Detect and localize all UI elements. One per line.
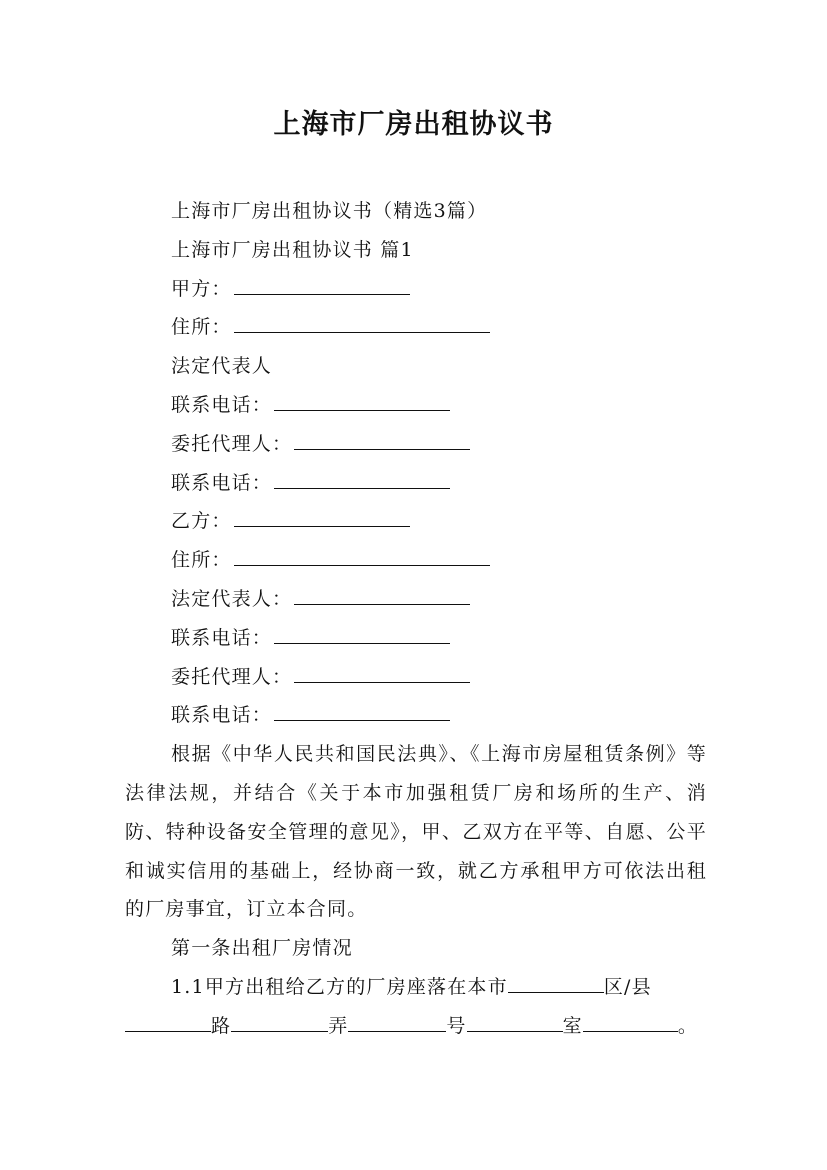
clause-1-1-line <box>125 968 707 1007</box>
address-b-blank <box>234 545 490 566</box>
phone-1-line <box>125 386 707 425</box>
address-a-label: 住所： <box>171 316 232 339</box>
party-b-blank <box>234 506 410 527</box>
phone-1-label: 联系电话： <box>171 393 273 416</box>
phone-4-label: 联系电话： <box>171 704 273 727</box>
phone-2-line <box>125 464 707 503</box>
agent-b-blank <box>294 662 470 683</box>
phone-3-line <box>125 619 707 658</box>
preamble-paragraph: 根据《中华人民共和国民法典》、《上海市房屋租赁条例》等法律法规，并结合《关于本市加强租赁厂房和场所的生产、消防、特种设备安全管理的意见》，甲、乙双方在平等、自愿、公平和诚实信用的基础上，经协商一致，就乙方承租甲方可依法出租的厂房事宜，订立本合同。 <box>125 743 707 921</box>
address-a-line <box>125 308 707 347</box>
lane-blank <box>348 1011 446 1032</box>
road-blank <box>231 1011 328 1032</box>
party-a-line <box>125 270 707 309</box>
legal-rep-a-line <box>125 347 707 386</box>
phone-3-blank <box>274 623 450 644</box>
clause-end: 。 <box>677 1014 699 1037</box>
phone-4-blank <box>274 700 450 721</box>
section-heading: 上海市厂房出租协议书 篇1 <box>171 238 414 261</box>
document-body <box>125 192 707 1046</box>
address-b-line <box>125 541 707 580</box>
party-a-label: 甲方： <box>171 277 232 300</box>
legal-rep-b-line <box>125 580 707 619</box>
agent-b-line <box>125 658 707 697</box>
district-label: 区/县 <box>603 975 652 998</box>
document-title: 上海市厂房出租协议书 <box>273 109 554 140</box>
phone-4-line <box>125 696 707 735</box>
party-b-label: 乙方： <box>171 510 232 533</box>
phone-1-blank <box>274 390 450 411</box>
city-blank <box>508 972 604 993</box>
party-b-line <box>125 502 707 541</box>
agent-b-label: 委托代理人： <box>171 665 293 688</box>
clause-1-1-address-line <box>125 1007 707 1046</box>
address-b-label: 住所： <box>171 549 232 572</box>
room-label: 室 <box>562 1014 583 1037</box>
article-1-heading: 第一条出租厂房情况 <box>171 937 353 960</box>
lane-label: 弄 <box>328 1014 349 1037</box>
party-a-blank <box>234 274 410 295</box>
number-blank <box>467 1011 563 1032</box>
agent-a-line <box>125 425 707 464</box>
phone-3-label: 联系电话： <box>171 626 273 649</box>
clause-1-1-prefix: 1.1甲方出租给乙方的厂房座落在本市 <box>171 975 508 998</box>
agent-a-label: 委托代理人： <box>171 432 293 455</box>
road-label: 路 <box>211 1014 232 1037</box>
phone-2-blank <box>274 468 450 489</box>
agent-a-blank <box>294 429 470 450</box>
legal-rep-b-label: 法定代表人： <box>171 587 293 610</box>
legal-rep-a-label: 法定代表人 <box>171 355 273 378</box>
subtitle: 上海市厂房出租协议书（精选3篇） <box>171 200 488 222</box>
legal-rep-b-blank <box>294 584 470 605</box>
room-blank <box>583 1011 678 1032</box>
phone-2-label: 联系电话： <box>171 471 273 494</box>
number-label: 号 <box>446 1014 467 1037</box>
district-blank <box>125 1011 211 1032</box>
address-a-blank <box>234 312 490 333</box>
